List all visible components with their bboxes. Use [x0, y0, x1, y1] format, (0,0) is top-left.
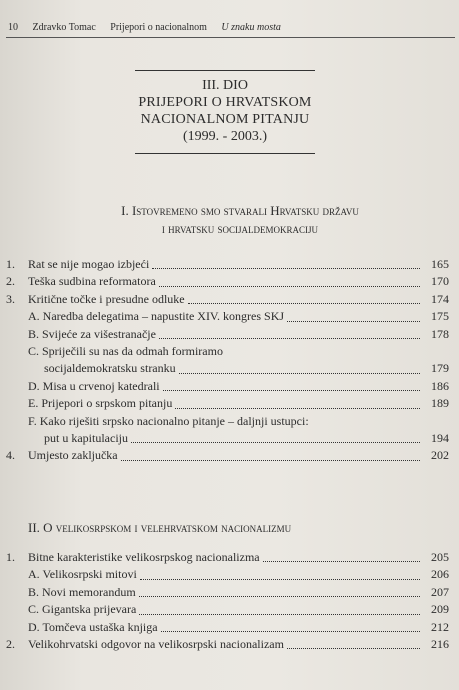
- part-number: III. DIO: [202, 78, 248, 93]
- author-name: Zdravko Tomac: [32, 22, 96, 33]
- toc-section-1: [6, 256, 449, 465]
- toc-entry[interactable]: 3. Kritične točke i presudne odluke 174: [6, 291, 449, 306]
- part-bottom-rule: [135, 153, 315, 154]
- running-header: [8, 22, 449, 33]
- section-heading-2: II. O velikosrpskom i velehrvatskom nacionalizmu: [28, 520, 292, 535]
- section-1-line-1: I. Istovremeno smo stvarali Hrvatsku državu: [121, 203, 359, 218]
- page-number: 10: [8, 22, 18, 33]
- part-title-line-2: NACIONALNOM PITANJU: [140, 112, 310, 127]
- part-years: (1999. - 2003.): [183, 129, 267, 144]
- toc-entry[interactable]: 1. Bitne karakteristike velikosrpskog nacionalizma 205: [6, 549, 449, 564]
- toc-subentry[interactable]: E. Prijepori o srpskom pitanju 189: [28, 396, 449, 411]
- header-rule: [6, 37, 455, 38]
- part-top-rule: [135, 70, 315, 71]
- toc-entry[interactable]: 2. Velikohrvatski odgovor na velikosrpski nacionalizam 216: [6, 636, 449, 651]
- part-title-line-1: PRIJEPORI O HRVATSKOM: [138, 95, 312, 110]
- section-heading-1: [40, 202, 440, 238]
- toc-subentry[interactable]: B. Novi memorandum 207: [28, 584, 449, 599]
- toc-subentry[interactable]: C. Gigantska prijevara 209: [28, 602, 449, 617]
- part-running-title: Prijepori o nacionalnom: [110, 22, 207, 33]
- toc-subentry[interactable]: D. Misa u crvenoj katedrali 186: [28, 378, 449, 393]
- toc-subentry[interactable]: F. Kako riješiti srpsko nacionalno pitanje – daljnji ustupci: put u kapitulaciju 194: [28, 413, 449, 445]
- section-1-line-2: i hrvatsku socijaldemokraciju: [161, 221, 319, 236]
- toc-entry[interactable]: 4. Umjesto zaključka 202: [6, 448, 449, 463]
- toc-subentry[interactable]: B. Svijeće za višestranačje 178: [28, 326, 449, 341]
- toc-entry[interactable]: 1. Rat se nije mogao izbjeći 165: [6, 256, 449, 271]
- toc-subentry[interactable]: C. Spriječili su nas da odmah formiramo socijaldemokratsku stranku 179: [28, 343, 449, 376]
- toc-subentry[interactable]: A. Velikosrpski mitovi 206: [28, 567, 449, 582]
- toc-section-2: [6, 549, 449, 653]
- toc-subentry[interactable]: A. Naredba delegatima – napustite XIV. kongres SKJ 175: [28, 309, 449, 324]
- toc-entry[interactable]: 2. Teška sudbina reformatora 170: [6, 274, 449, 289]
- book-title: U znaku mosta: [221, 22, 281, 33]
- toc-subentry[interactable]: D. Tomčeva ustaška knjiga 212: [28, 619, 449, 634]
- part-title-block: [100, 70, 350, 154]
